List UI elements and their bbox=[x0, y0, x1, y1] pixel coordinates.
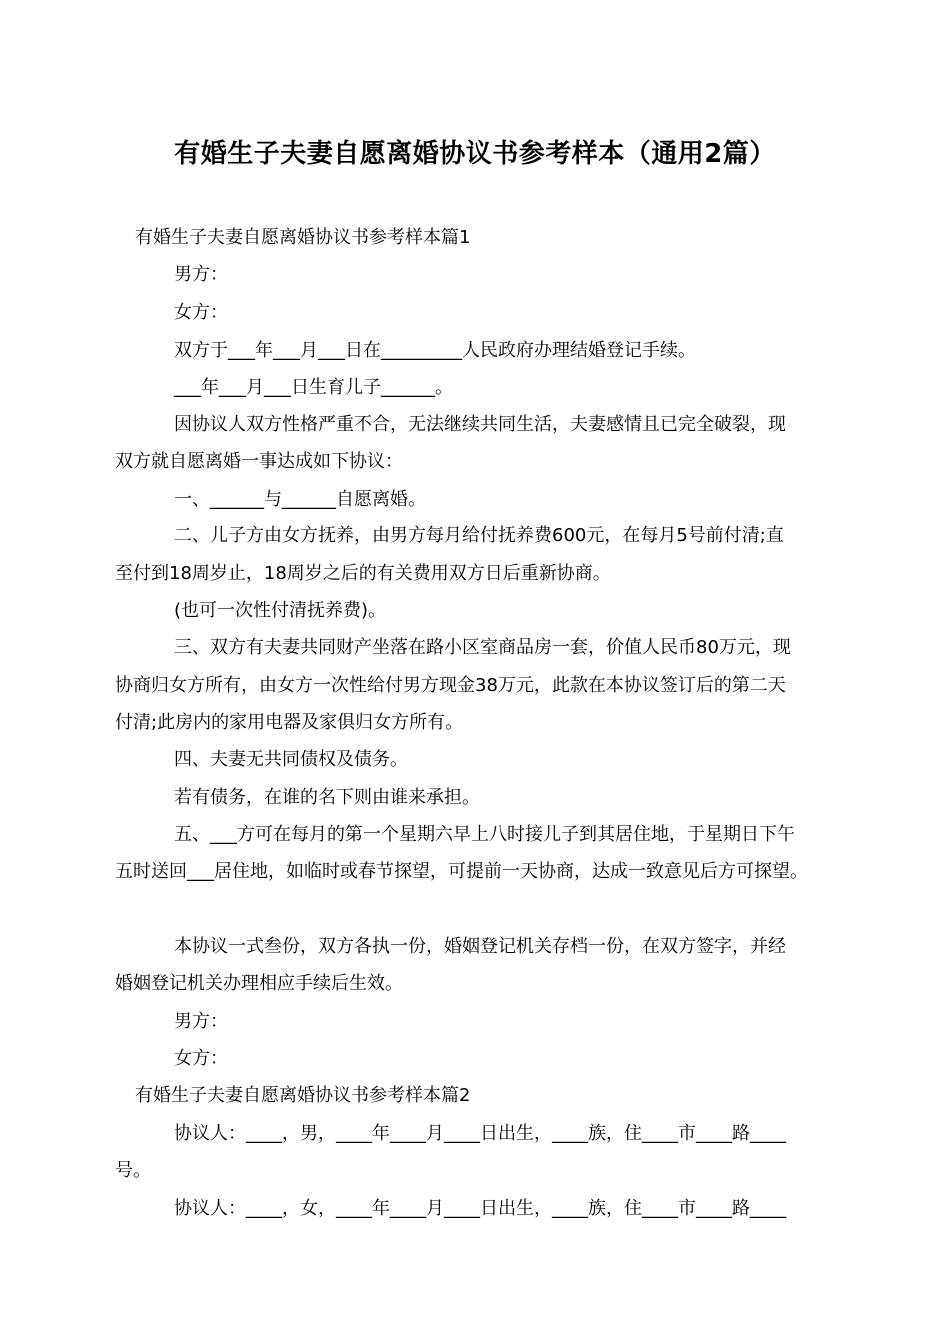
party-1-line-1: 协议人：____，男，____年____月____日出生，____族，住____市____路____ bbox=[174, 1123, 786, 1144]
signature-female-party: 女方： bbox=[174, 1048, 228, 1069]
clause-5-line-2: 五时送回___居住地，如临时或春节探望，可提前一天协商，达成一致意见后方可探望。 bbox=[115, 861, 808, 882]
clause-5-line-1: 五、___方可在每月的第一个星期六早上八时接儿子到其居住地，于星期日下午 bbox=[174, 824, 795, 845]
clause-1: 一、______与______自愿离婚。 bbox=[174, 489, 426, 510]
effectiveness-line-2: 婚姻登记机关办理相应手续后生效。 bbox=[115, 973, 403, 994]
paragraph-reason-line-2: 双方就自愿离婚一事达成如下协议： bbox=[115, 451, 403, 472]
signature-male-party: 男方： bbox=[174, 1011, 228, 1032]
section-heading-1: 有婚生子夫妻自愿离婚协议书参考样本篇1 bbox=[135, 227, 471, 248]
clause-3-line-2: 协商归女方所有，由女方一次性给付男方现金38万元，此款在本协议签订后的第二天 bbox=[115, 675, 786, 696]
clause-2-note: (也可一次性付清抚养费)。 bbox=[174, 600, 387, 621]
clause-4: 四、夫妻无共同债权及债务。 bbox=[174, 749, 408, 770]
paragraph-reason-line-1: 因协议人双方性格严重不合，无法继续共同生活，夫妻感情且已完全破裂，现 bbox=[174, 414, 786, 435]
paragraph-marriage-registration: 双方于___年___月___日在_________人民政府办理结婚登记手续。 bbox=[174, 340, 696, 361]
clause-4-note: 若有债务，在谁的名下则由谁来承担。 bbox=[174, 787, 480, 808]
paragraph-female-party: 女方： bbox=[174, 302, 228, 323]
party-2-line-1: 协议人：____，女，____年____月____日出生，____族，住____市____路____ bbox=[174, 1198, 786, 1219]
section-heading-2: 有婚生子夫妻自愿离婚协议书参考样本篇2 bbox=[135, 1085, 471, 1106]
paragraph-male-party: 男方： bbox=[174, 264, 228, 285]
clause-2-line-1: 二、儿子方由女方抚养，由男方每月给付抚养费600元，在每月5号前付清;直 bbox=[174, 525, 784, 546]
document-title: 有婚生子夫妻自愿离婚协议书参考样本（通用2篇） bbox=[174, 139, 776, 169]
effectiveness-line-1: 本协议一式叁份，双方各执一份，婚姻登记机关存档一份，在双方签字，并经 bbox=[174, 936, 786, 957]
clause-3-line-1: 三、双方有夫妻共同财产坐落在路小区室商品房一套，价值人民币80万元，现 bbox=[174, 637, 791, 658]
clause-2-line-2: 至付到18周岁止，18周岁之后的有关费用双方日后重新协商。 bbox=[115, 563, 611, 584]
party-1-line-2: 号。 bbox=[115, 1160, 151, 1181]
paragraph-child-birth: ___年___月___日生育儿子______。 bbox=[174, 377, 453, 398]
clause-3-line-3: 付清;此房内的家用电器及家俱归女方所有。 bbox=[115, 712, 464, 733]
